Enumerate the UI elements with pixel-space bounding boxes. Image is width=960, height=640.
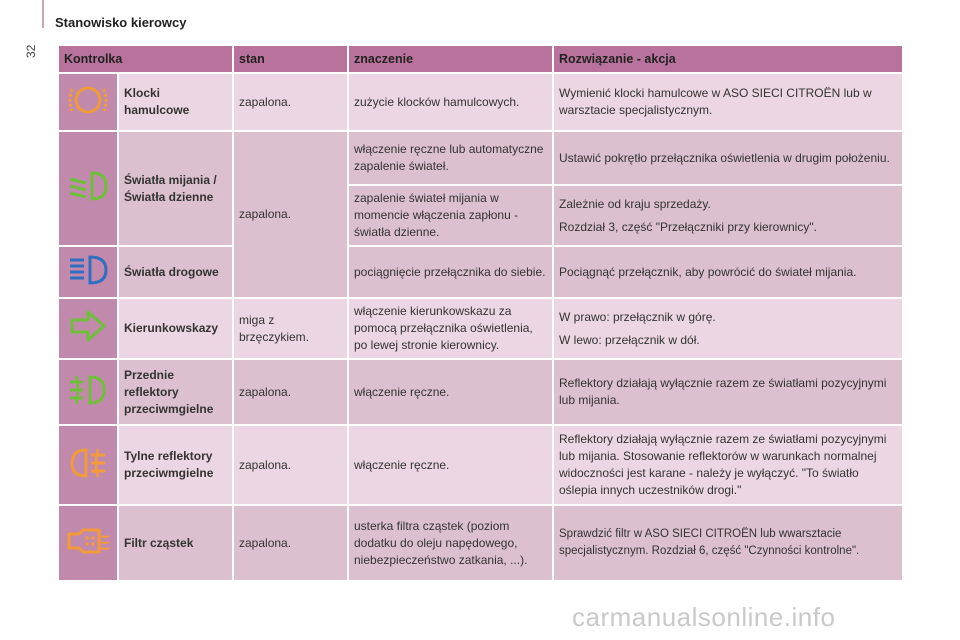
page-number: 32: [24, 44, 38, 58]
light-name: Światła mijania / Światła dzienne: [118, 131, 233, 246]
action-line: W prawo: przełącznik w górę.: [559, 309, 716, 324]
icon-cell: [58, 73, 118, 131]
state-cell: miga z brzęczykiem.: [233, 298, 348, 359]
state-cell: zapalona.: [233, 359, 348, 425]
state-cell: zapalona.: [233, 505, 348, 581]
light-name: Tylne reflektory przeciwmgielne: [118, 425, 233, 505]
action-cell: [553, 298, 903, 359]
icon-cell: [58, 359, 118, 425]
brake-pad-icon: [66, 80, 110, 120]
rear-fog-icon: [66, 445, 110, 481]
icon-cell: [58, 131, 118, 246]
table-header-row: [58, 45, 903, 73]
action-cell: Sprawdzić filtr w ASO SIECI CITROËN lub wwarsztacie specjalistycznym. Rozdział 6, część "Czynności kontrolne".: [553, 505, 903, 581]
table-row: [58, 298, 903, 359]
header-accent-line: [42, 0, 44, 28]
meaning-cell: włączenie ręczne.: [348, 359, 553, 425]
state-cell: zapalona.: [233, 73, 348, 131]
meaning-cell: zużycie klocków hamulcowych.: [348, 73, 553, 131]
table-row: [58, 505, 903, 581]
table-row: [58, 131, 903, 185]
table-row: [58, 73, 903, 131]
action-cell: Wymienić klocki hamulcowe w ASO SIECI CITROËN lub w warsztacie specjalistycznym.: [553, 73, 903, 131]
column-header-akcja: Rozwiązanie - akcja: [553, 45, 903, 73]
action-cell: Ustawić pokrętło przełącznika oświetlenia w drugim położeniu.: [553, 131, 903, 185]
front-fog-icon: [66, 372, 110, 408]
column-header-stan: stan: [233, 45, 348, 73]
dipped-beam-icon: [66, 169, 110, 203]
main-beam-icon: [66, 253, 110, 287]
meaning-cell: zapalenie świateł mijania w momencie włączenia zapłonu - światła dzienne.: [348, 185, 553, 246]
light-name: Kierunkowskazy: [118, 298, 233, 359]
table-row: [58, 359, 903, 425]
icon-cell: [58, 246, 118, 298]
direction-indicator-icon: [68, 308, 108, 344]
table-row: [58, 425, 903, 505]
action-cell: Pociągnąć przełącznik, aby powrócić do świateł mijania.: [553, 246, 903, 298]
light-name: Klocki hamulcowe: [118, 73, 233, 131]
column-header-kontrolka: Kontrolka: [58, 45, 233, 73]
action-line: Rozdział 3, część "Przełączniki przy kierownicy".: [559, 219, 817, 234]
section-title: Stanowisko kierowcy: [55, 15, 187, 30]
action-cell: Reflektory działają wyłącznie razem ze światłami pozycyjnymi lub mijania.: [553, 359, 903, 425]
meaning-cell: usterka filtra cząstek (poziom dodatku do oleju napędowego, niebezpieczeństwo zatkania, ...).: [348, 505, 553, 581]
action-cell: [553, 185, 903, 246]
particle-filter-icon: [65, 524, 111, 558]
meaning-cell: włączenie ręczne.: [348, 425, 553, 505]
action-line: W lewo: przełącznik w dół.: [559, 332, 700, 347]
action-line: Zależnie od kraju sprzedaży.: [559, 196, 711, 211]
state-cell: zapalona.: [233, 131, 348, 298]
icon-cell: [58, 425, 118, 505]
action-cell: Reflektory działają wyłącznie razem ze światłami pozycyjnymi lub mijania. Stosowanie reflektorów w warunkach normalnej widoczności jest karane - należy je wyłączyć. "To światło oślepia innych uczestników drogi.": [553, 425, 903, 505]
icon-cell: [58, 505, 118, 581]
warning-lights-table: [57, 44, 904, 582]
light-name: Filtr cząstek: [118, 505, 233, 581]
state-cell: zapalona.: [233, 425, 348, 505]
meaning-cell: pociągnięcie przełącznika do siebie.: [348, 246, 553, 298]
icon-cell: [58, 298, 118, 359]
light-name: Światła drogowe: [118, 246, 233, 298]
meaning-cell: włączenie ręczne lub automatyczne zapalenie świateł.: [348, 131, 553, 185]
watermark: carmanualsonline.info: [572, 602, 836, 632]
column-header-znaczenie: znaczenie: [348, 45, 553, 73]
light-name: Przednie reflektory przeciwmgielne: [118, 359, 233, 425]
table-row: [58, 246, 903, 298]
meaning-cell: włączenie kierunkowskazu za pomocą przełącznika oświetlenia, po lewej stronie kierownicy.: [348, 298, 553, 359]
